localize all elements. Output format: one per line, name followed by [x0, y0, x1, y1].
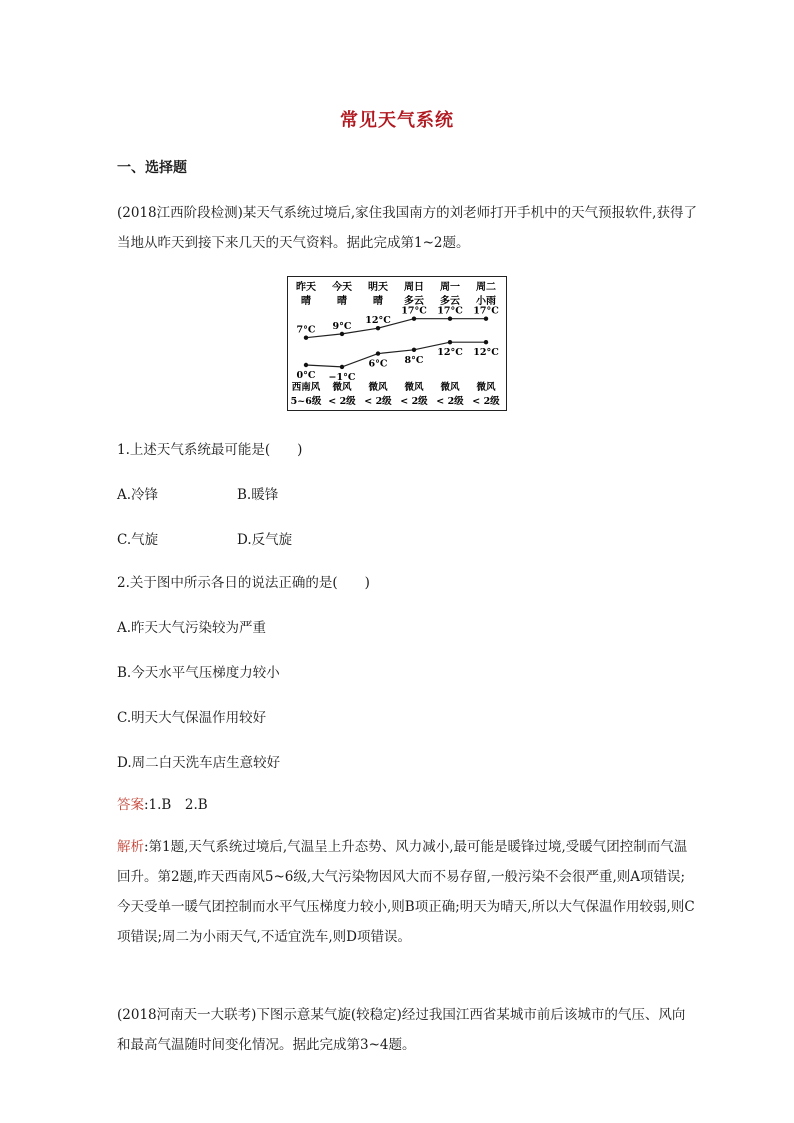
low-temp-label: 8°C — [404, 354, 424, 366]
analysis-text: :第1题,天气系统过境后,气温呈上升态势、风力减小,最可能是暖锋过境,受暖气团控制而气温回升。第2题,昨天西南风5~6级,大气污染物因风大而不易存留,一般污染不会很严重,则A项错误;今天受单一暖气团控制而水平气压梯度力较小,则B项正确;明天为晴天,所以大气保温作用较弱,则C项错误;周二为小雨天气,不适宜洗车,则D项错误。 — [117, 839, 695, 945]
weather-label: 晴 — [337, 296, 347, 307]
low-temp-point — [448, 340, 452, 344]
low-temp-label: 0°C — [296, 370, 316, 381]
day-label: 周日 — [404, 282, 424, 293]
weather-label: 晴 — [373, 296, 383, 307]
weather-label: 小雨 — [476, 296, 496, 307]
high-temp-point — [448, 317, 452, 321]
section-heading: 一、选择题 — [117, 160, 187, 176]
intro-paragraph-1: (2018江西阶段检测)某天气系统过境后,家住我国南方的刘老师打开手机中的天气预报软件,获得了当地从昨天到接下来几天的天气资料。据此完成第1~2题。 — [117, 205, 697, 251]
weather-label: 晴 — [301, 296, 311, 307]
high-temp-label: 9°C — [332, 320, 352, 332]
wind-direction-label: 微风 — [404, 382, 424, 393]
day-label: 周二 — [476, 282, 496, 293]
question-2-option-b: B.今天水平气压梯度力较小 — [117, 665, 280, 681]
question-2-option-a: A.昨天大气污染较为严重 — [117, 620, 267, 636]
wind-direction-label: 微风 — [440, 382, 460, 393]
wind-level-label: < 2级 — [436, 396, 464, 407]
high-temp-point — [412, 317, 416, 321]
low-temp-label: −1°C — [328, 371, 356, 383]
high-temp-point — [304, 336, 308, 340]
high-temp-point — [376, 326, 380, 330]
wind-level-label: < 2级 — [364, 396, 392, 407]
question-1-option-c: C.气旋 — [117, 532, 159, 548]
intro-paragraph-2: (2018河南天一大联考)下图示意某气旋(较稳定)经过我国江西省某城市前后该城市的气压、风向和最高气温随时间变化情况。据此完成第3~4题。 — [117, 1007, 686, 1053]
wind-level-label: < 2级 — [472, 396, 500, 407]
low-temp-label: 12°C — [473, 347, 499, 359]
weather-forecast-figure — [287, 276, 507, 411]
high-temp-point — [484, 317, 488, 321]
low-temp-label: 12°C — [437, 347, 463, 359]
question-2-option-d: D.周二白天洗车店生意较好 — [117, 755, 281, 771]
question-2-option-c: C.明天大气保温作用较好 — [117, 710, 267, 726]
wind-direction-label: 微风 — [368, 382, 388, 393]
high-temp-label: 17°C — [473, 305, 499, 317]
question-1-stem: 1.上述天气系统最可能是( ) — [117, 442, 303, 458]
wind-direction-label: 微风 — [476, 382, 496, 393]
high-temp-label: 17°C — [401, 305, 427, 317]
low-temp-point — [412, 348, 416, 352]
question-1-option-d: D.反气旋 — [237, 532, 293, 548]
low-temp-label: 6°C — [368, 358, 388, 370]
day-label: 今天 — [332, 282, 352, 293]
day-label: 明天 — [368, 282, 388, 293]
analysis-paragraph — [117, 832, 697, 952]
answer-line — [117, 793, 208, 813]
low-temp-point — [484, 340, 488, 344]
weather-label: 多云 — [404, 296, 424, 307]
question-2-stem: 2.关于图中所示各日的说法正确的是( ) — [117, 575, 370, 591]
question-1-option-b: B.暖锋 — [237, 487, 279, 503]
low-temp-point — [304, 363, 308, 367]
high-temp-label: 7°C — [296, 324, 316, 336]
high-temp-label: 17°C — [437, 305, 463, 317]
answer-text: :1.B 2.B — [144, 797, 208, 813]
wind-level-label: 5~6级 — [290, 396, 322, 407]
high-temp-point — [340, 332, 344, 336]
day-label: 周一 — [440, 282, 460, 293]
wind-direction-label: 西南风 — [291, 382, 321, 393]
weather-label: 多云 — [440, 296, 460, 307]
low-temp-point — [340, 365, 344, 369]
day-label: 昨天 — [296, 282, 316, 293]
high-temp-label: 12°C — [365, 315, 391, 327]
low-temp-point — [376, 351, 380, 355]
page-title: 常见天气系统 — [340, 110, 454, 131]
wind-level-label: < 2级 — [328, 396, 356, 407]
question-1-option-a: A.冷锋 — [117, 487, 159, 503]
wind-level-label: < 2级 — [400, 396, 428, 407]
answer-label: 答案 — [117, 797, 144, 813]
wind-direction-label: 微风 — [332, 382, 352, 393]
analysis-label: 解析 — [117, 839, 144, 855]
